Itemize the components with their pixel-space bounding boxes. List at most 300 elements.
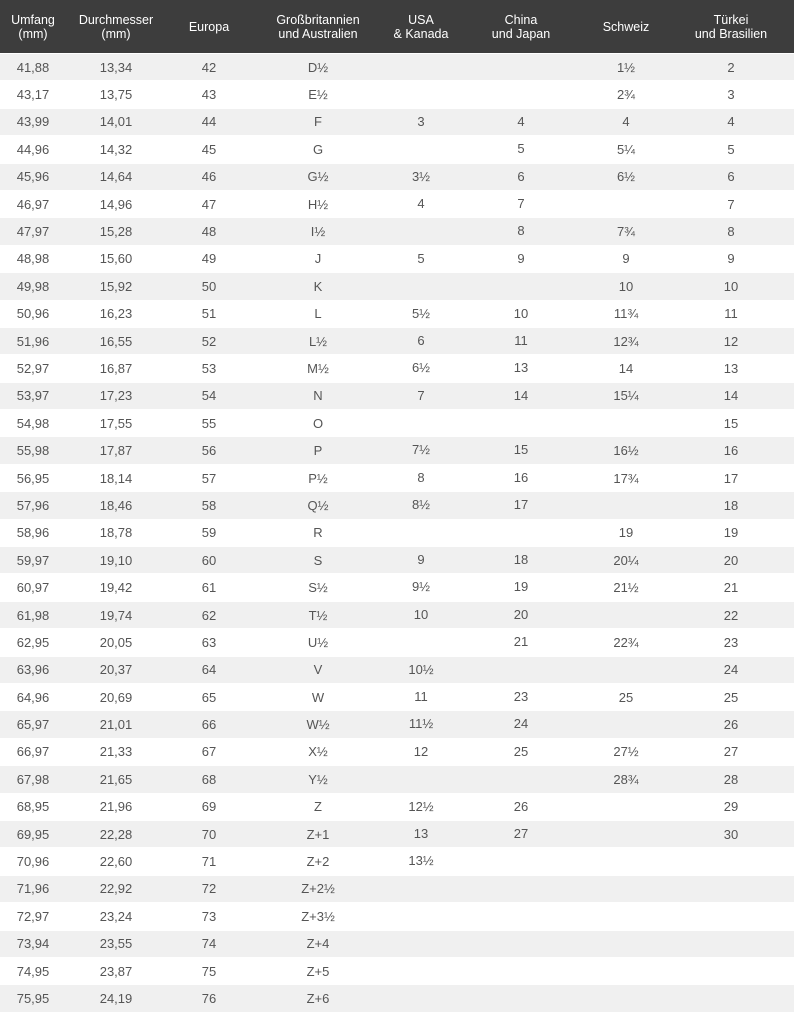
table-row — [0, 793, 794, 820]
cell-china: 23 — [458, 683, 584, 710]
cell-tuerkei: 9 — [668, 245, 794, 272]
cell-europa: 43 — [166, 81, 252, 108]
header-umfang: Umfang (mm) — [0, 0, 66, 54]
cell-tuerkei — [668, 875, 794, 902]
cell-europa: 53 — [166, 355, 252, 382]
cell-grossbritannien: T½ — [252, 601, 384, 628]
cell-grossbritannien: Z+2 — [252, 848, 384, 875]
table-row — [0, 985, 794, 1012]
cell-durchmesser: 17,23 — [66, 382, 166, 409]
cell-tuerkei: 15 — [668, 410, 794, 437]
cell-schweiz: 2¾ — [584, 81, 668, 108]
cell-usa — [384, 903, 458, 930]
cell-grossbritannien: Z+1 — [252, 820, 384, 847]
cell-china: 5 — [458, 136, 584, 163]
cell-usa — [384, 766, 458, 793]
cell-durchmesser: 20,05 — [66, 629, 166, 656]
cell-schweiz: 20¼ — [584, 547, 668, 574]
cell-tuerkei: 19 — [668, 519, 794, 546]
cell-grossbritannien: R — [252, 519, 384, 546]
cell-schweiz — [584, 930, 668, 957]
cell-durchmesser: 21,33 — [66, 738, 166, 765]
table-row — [0, 464, 794, 491]
cell-durchmesser: 17,55 — [66, 410, 166, 437]
cell-schweiz: 25 — [584, 683, 668, 710]
cell-schweiz: 7¾ — [584, 218, 668, 245]
cell-schweiz: 12¾ — [584, 327, 668, 354]
cell-durchmesser: 21,01 — [66, 711, 166, 738]
cell-durchmesser: 14,32 — [66, 136, 166, 163]
cell-china — [458, 930, 584, 957]
cell-china — [458, 903, 584, 930]
table-row — [0, 136, 794, 163]
cell-europa: 50 — [166, 273, 252, 300]
table-row — [0, 245, 794, 272]
cell-umfang: 75,95 — [0, 985, 66, 1012]
table-row — [0, 190, 794, 217]
cell-china: 16 — [458, 464, 584, 491]
cell-grossbritannien: Z+2½ — [252, 875, 384, 902]
cell-usa: 3 — [384, 108, 458, 135]
cell-china: 15 — [458, 437, 584, 464]
cell-durchmesser: 14,01 — [66, 108, 166, 135]
cell-durchmesser: 15,60 — [66, 245, 166, 272]
cell-umfang: 65,97 — [0, 711, 66, 738]
cell-europa: 71 — [166, 848, 252, 875]
cell-umfang: 60,97 — [0, 574, 66, 601]
cell-umfang: 58,96 — [0, 519, 66, 546]
table-row — [0, 656, 794, 683]
cell-china — [458, 957, 584, 984]
cell-china: 27 — [458, 820, 584, 847]
cell-umfang: 70,96 — [0, 848, 66, 875]
cell-umfang: 43,17 — [0, 81, 66, 108]
cell-grossbritannien: Z+5 — [252, 957, 384, 984]
cell-durchmesser: 15,92 — [66, 273, 166, 300]
cell-usa: 12½ — [384, 793, 458, 820]
cell-tuerkei: 8 — [668, 218, 794, 245]
cell-china: 20 — [458, 601, 584, 628]
table-body — [0, 54, 794, 1012]
cell-china: 14 — [458, 382, 584, 409]
cell-schweiz — [584, 848, 668, 875]
cell-tuerkei: 13 — [668, 355, 794, 382]
cell-europa: 70 — [166, 820, 252, 847]
cell-tuerkei: 18 — [668, 492, 794, 519]
cell-umfang: 62,95 — [0, 629, 66, 656]
table-row — [0, 601, 794, 628]
cell-schweiz — [584, 492, 668, 519]
cell-usa: 10 — [384, 601, 458, 628]
cell-durchmesser: 22,92 — [66, 875, 166, 902]
table-row — [0, 738, 794, 765]
table-row — [0, 903, 794, 930]
cell-usa: 7 — [384, 382, 458, 409]
cell-usa: 7½ — [384, 437, 458, 464]
cell-schweiz — [584, 903, 668, 930]
cell-tuerkei: 4 — [668, 108, 794, 135]
header-durchmesser: Durchmesser (mm) — [66, 0, 166, 54]
cell-usa — [384, 629, 458, 656]
cell-tuerkei: 28 — [668, 766, 794, 793]
cell-tuerkei: 6 — [668, 163, 794, 190]
cell-durchmesser: 14,64 — [66, 163, 166, 190]
cell-usa — [384, 875, 458, 902]
cell-grossbritannien: V — [252, 656, 384, 683]
cell-usa — [384, 136, 458, 163]
cell-europa: 67 — [166, 738, 252, 765]
cell-china — [458, 985, 584, 1012]
cell-grossbritannien: E½ — [252, 81, 384, 108]
cell-grossbritannien: Z+6 — [252, 985, 384, 1012]
cell-schweiz — [584, 820, 668, 847]
cell-tuerkei: 14 — [668, 382, 794, 409]
cell-grossbritannien: D½ — [252, 54, 384, 81]
cell-tuerkei: 11 — [668, 300, 794, 327]
cell-grossbritannien: Z+4 — [252, 930, 384, 957]
cell-grossbritannien: I½ — [252, 218, 384, 245]
cell-usa — [384, 410, 458, 437]
cell-durchmesser: 19,10 — [66, 547, 166, 574]
table-row — [0, 547, 794, 574]
cell-europa: 62 — [166, 601, 252, 628]
cell-europa: 76 — [166, 985, 252, 1012]
cell-usa: 13½ — [384, 848, 458, 875]
table-row — [0, 820, 794, 847]
table-row — [0, 108, 794, 135]
cell-umfang: 49,98 — [0, 273, 66, 300]
cell-europa: 57 — [166, 464, 252, 491]
cell-umfang: 46,97 — [0, 190, 66, 217]
cell-china: 21 — [458, 629, 584, 656]
cell-schweiz — [584, 711, 668, 738]
cell-schweiz: 14 — [584, 355, 668, 382]
cell-durchmesser: 14,96 — [66, 190, 166, 217]
cell-china: 24 — [458, 711, 584, 738]
cell-usa: 6 — [384, 327, 458, 354]
cell-grossbritannien: W½ — [252, 711, 384, 738]
cell-umfang: 44,96 — [0, 136, 66, 163]
cell-durchmesser: 24,19 — [66, 985, 166, 1012]
cell-tuerkei: 10 — [668, 273, 794, 300]
cell-europa: 59 — [166, 519, 252, 546]
table-row — [0, 273, 794, 300]
cell-umfang: 56,95 — [0, 464, 66, 491]
cell-durchmesser: 19,42 — [66, 574, 166, 601]
cell-grossbritannien: J — [252, 245, 384, 272]
cell-umfang: 41,88 — [0, 54, 66, 81]
cell-tuerkei: 23 — [668, 629, 794, 656]
cell-usa — [384, 273, 458, 300]
cell-durchmesser: 17,87 — [66, 437, 166, 464]
cell-umfang: 66,97 — [0, 738, 66, 765]
cell-durchmesser: 16,23 — [66, 300, 166, 327]
table-row — [0, 382, 794, 409]
table-row — [0, 875, 794, 902]
cell-umfang: 47,97 — [0, 218, 66, 245]
table-row — [0, 683, 794, 710]
cell-europa: 60 — [166, 547, 252, 574]
cell-usa: 8½ — [384, 492, 458, 519]
cell-china: 8 — [458, 218, 584, 245]
cell-durchmesser: 23,87 — [66, 957, 166, 984]
cell-grossbritannien: L½ — [252, 327, 384, 354]
cell-durchmesser: 18,78 — [66, 519, 166, 546]
cell-grossbritannien: U½ — [252, 629, 384, 656]
cell-schweiz: 4 — [584, 108, 668, 135]
cell-grossbritannien: G½ — [252, 163, 384, 190]
header-schweiz: Schweiz — [584, 0, 668, 54]
cell-durchmesser: 16,87 — [66, 355, 166, 382]
cell-europa: 48 — [166, 218, 252, 245]
table-row — [0, 574, 794, 601]
cell-tuerkei: 30 — [668, 820, 794, 847]
cell-china: 7 — [458, 190, 584, 217]
cell-europa: 44 — [166, 108, 252, 135]
cell-schweiz — [584, 793, 668, 820]
header-grossbritannien: Großbritannien und Australien — [252, 0, 384, 54]
header-europa: Europa — [166, 0, 252, 54]
cell-china — [458, 273, 584, 300]
cell-schweiz: 27½ — [584, 738, 668, 765]
cell-durchmesser: 13,34 — [66, 54, 166, 81]
table-row — [0, 957, 794, 984]
table-row — [0, 848, 794, 875]
cell-europa: 54 — [166, 382, 252, 409]
cell-china — [458, 519, 584, 546]
cell-umfang: 74,95 — [0, 957, 66, 984]
cell-tuerkei: 12 — [668, 327, 794, 354]
cell-china: 13 — [458, 355, 584, 382]
cell-tuerkei: 24 — [668, 656, 794, 683]
cell-tuerkei: 16 — [668, 437, 794, 464]
cell-tuerkei — [668, 930, 794, 957]
cell-europa: 66 — [166, 711, 252, 738]
cell-schweiz — [584, 410, 668, 437]
cell-china — [458, 410, 584, 437]
cell-tuerkei: 17 — [668, 464, 794, 491]
cell-europa: 52 — [166, 327, 252, 354]
cell-china: 19 — [458, 574, 584, 601]
cell-grossbritannien: P½ — [252, 464, 384, 491]
cell-europa: 64 — [166, 656, 252, 683]
cell-grossbritannien: Q½ — [252, 492, 384, 519]
cell-europa: 65 — [166, 683, 252, 710]
cell-umfang: 52,97 — [0, 355, 66, 382]
cell-schweiz: 15¼ — [584, 382, 668, 409]
cell-usa: 12 — [384, 738, 458, 765]
cell-grossbritannien: X½ — [252, 738, 384, 765]
cell-europa: 58 — [166, 492, 252, 519]
cell-china: 17 — [458, 492, 584, 519]
cell-tuerkei: 3 — [668, 81, 794, 108]
cell-usa — [384, 218, 458, 245]
cell-europa: 75 — [166, 957, 252, 984]
cell-grossbritannien: O — [252, 410, 384, 437]
cell-schweiz: 6½ — [584, 163, 668, 190]
table-row — [0, 930, 794, 957]
cell-umfang: 71,96 — [0, 875, 66, 902]
cell-china: 26 — [458, 793, 584, 820]
cell-tuerkei: 7 — [668, 190, 794, 217]
cell-china: 18 — [458, 547, 584, 574]
table-row — [0, 300, 794, 327]
cell-grossbritannien: G — [252, 136, 384, 163]
table-row — [0, 492, 794, 519]
table-row — [0, 54, 794, 81]
cell-usa — [384, 54, 458, 81]
cell-china: 9 — [458, 245, 584, 272]
cell-china — [458, 766, 584, 793]
table-header — [0, 0, 794, 54]
cell-china: 4 — [458, 108, 584, 135]
cell-grossbritannien: S½ — [252, 574, 384, 601]
cell-europa: 47 — [166, 190, 252, 217]
cell-europa: 45 — [166, 136, 252, 163]
cell-umfang: 55,98 — [0, 437, 66, 464]
cell-tuerkei: 21 — [668, 574, 794, 601]
table-row — [0, 711, 794, 738]
cell-tuerkei: 25 — [668, 683, 794, 710]
cell-usa: 6½ — [384, 355, 458, 382]
cell-tuerkei: 22 — [668, 601, 794, 628]
cell-usa: 5½ — [384, 300, 458, 327]
cell-durchmesser: 15,28 — [66, 218, 166, 245]
cell-europa: 73 — [166, 903, 252, 930]
table-row — [0, 629, 794, 656]
cell-umfang: 63,96 — [0, 656, 66, 683]
cell-usa: 9 — [384, 547, 458, 574]
cell-durchmesser: 20,37 — [66, 656, 166, 683]
cell-schweiz: 11¾ — [584, 300, 668, 327]
cell-usa: 11 — [384, 683, 458, 710]
cell-tuerkei: 2 — [668, 54, 794, 81]
header-tuerkei: Türkei und Brasilien — [668, 0, 794, 54]
cell-usa: 4 — [384, 190, 458, 217]
cell-grossbritannien: W — [252, 683, 384, 710]
cell-umfang: 64,96 — [0, 683, 66, 710]
cell-schweiz: 16½ — [584, 437, 668, 464]
cell-usa — [384, 930, 458, 957]
cell-grossbritannien: F — [252, 108, 384, 135]
table-row — [0, 519, 794, 546]
cell-schweiz — [584, 875, 668, 902]
cell-durchmesser: 23,24 — [66, 903, 166, 930]
cell-europa: 42 — [166, 54, 252, 81]
cell-europa: 69 — [166, 793, 252, 820]
cell-europa: 68 — [166, 766, 252, 793]
cell-durchmesser: 22,28 — [66, 820, 166, 847]
cell-usa: 5 — [384, 245, 458, 272]
cell-tuerkei: 29 — [668, 793, 794, 820]
cell-durchmesser: 23,55 — [66, 930, 166, 957]
cell-tuerkei — [668, 957, 794, 984]
cell-grossbritannien: H½ — [252, 190, 384, 217]
cell-schweiz — [584, 957, 668, 984]
cell-schweiz: 22¾ — [584, 629, 668, 656]
cell-usa: 10½ — [384, 656, 458, 683]
cell-europa: 49 — [166, 245, 252, 272]
cell-usa: 13 — [384, 820, 458, 847]
cell-durchmesser: 20,69 — [66, 683, 166, 710]
cell-tuerkei: 26 — [668, 711, 794, 738]
cell-grossbritannien: Z — [252, 793, 384, 820]
cell-schweiz: 17¾ — [584, 464, 668, 491]
cell-tuerkei: 5 — [668, 136, 794, 163]
cell-schweiz: 19 — [584, 519, 668, 546]
cell-durchmesser: 21,96 — [66, 793, 166, 820]
cell-schweiz — [584, 601, 668, 628]
cell-usa — [384, 519, 458, 546]
cell-tuerkei — [668, 985, 794, 1012]
cell-umfang: 48,98 — [0, 245, 66, 272]
cell-europa: 72 — [166, 875, 252, 902]
cell-schweiz — [584, 985, 668, 1012]
cell-grossbritannien: K — [252, 273, 384, 300]
cell-schweiz: 28¾ — [584, 766, 668, 793]
cell-grossbritannien: M½ — [252, 355, 384, 382]
cell-umfang: 61,98 — [0, 601, 66, 628]
cell-durchmesser: 16,55 — [66, 327, 166, 354]
cell-europa: 61 — [166, 574, 252, 601]
cell-umfang: 69,95 — [0, 820, 66, 847]
cell-durchmesser: 21,65 — [66, 766, 166, 793]
cell-europa: 46 — [166, 163, 252, 190]
cell-grossbritannien: Y½ — [252, 766, 384, 793]
cell-tuerkei — [668, 903, 794, 930]
cell-europa: 63 — [166, 629, 252, 656]
cell-umfang: 53,97 — [0, 382, 66, 409]
cell-china — [458, 54, 584, 81]
cell-china — [458, 875, 584, 902]
table-row — [0, 410, 794, 437]
cell-schweiz: 21½ — [584, 574, 668, 601]
cell-tuerkei: 20 — [668, 547, 794, 574]
cell-grossbritannien: P — [252, 437, 384, 464]
table-row — [0, 355, 794, 382]
cell-schweiz: 1½ — [584, 54, 668, 81]
cell-durchmesser: 22,60 — [66, 848, 166, 875]
cell-usa: 8 — [384, 464, 458, 491]
cell-usa: 11½ — [384, 711, 458, 738]
cell-schweiz: 10 — [584, 273, 668, 300]
cell-china: 6 — [458, 163, 584, 190]
cell-umfang: 45,96 — [0, 163, 66, 190]
cell-tuerkei: 27 — [668, 738, 794, 765]
cell-china — [458, 656, 584, 683]
cell-china: 25 — [458, 738, 584, 765]
header-china: China und Japan — [458, 0, 584, 54]
cell-umfang: 54,98 — [0, 410, 66, 437]
header-usa: USA & Kanada — [384, 0, 458, 54]
table-row — [0, 81, 794, 108]
cell-umfang: 43,99 — [0, 108, 66, 135]
cell-grossbritannien: N — [252, 382, 384, 409]
cell-umfang: 51,96 — [0, 327, 66, 354]
cell-durchmesser: 19,74 — [66, 601, 166, 628]
cell-umfang: 67,98 — [0, 766, 66, 793]
cell-china: 10 — [458, 300, 584, 327]
cell-umfang: 59,97 — [0, 547, 66, 574]
cell-umfang: 73,94 — [0, 930, 66, 957]
cell-schweiz: 5¼ — [584, 136, 668, 163]
cell-schweiz — [584, 656, 668, 683]
cell-umfang: 68,95 — [0, 793, 66, 820]
cell-europa: 56 — [166, 437, 252, 464]
cell-durchmesser: 18,14 — [66, 464, 166, 491]
cell-china: 11 — [458, 327, 584, 354]
table-row — [0, 437, 794, 464]
